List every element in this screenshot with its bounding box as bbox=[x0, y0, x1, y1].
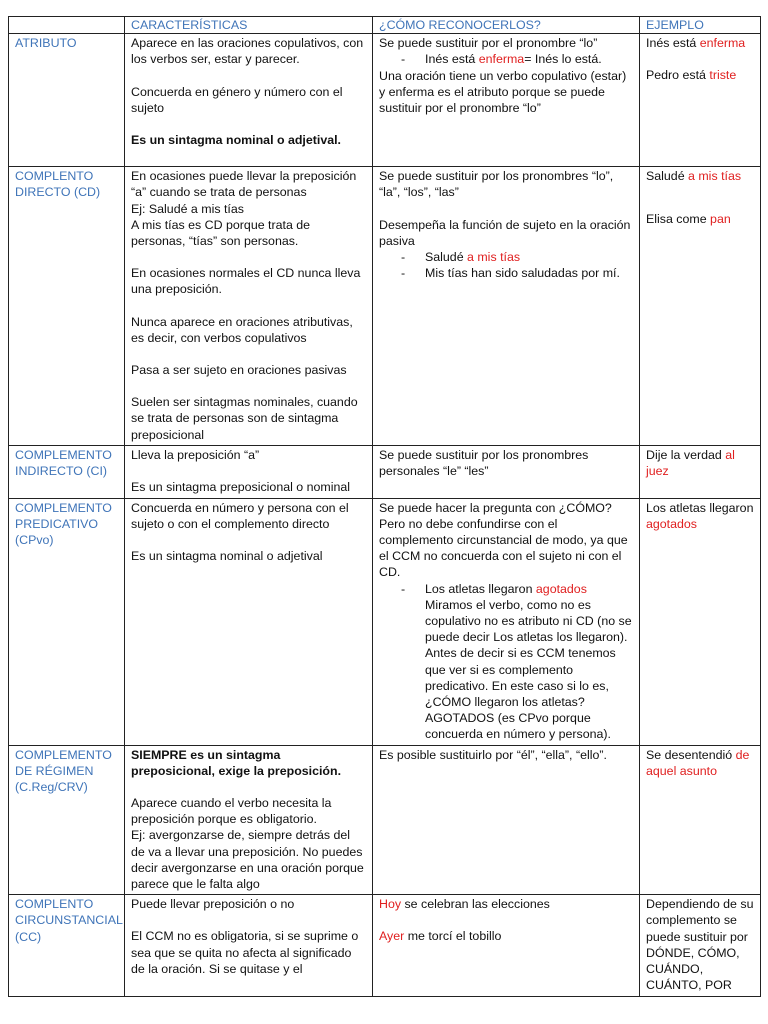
text-line: En ocasiones puede llevar la preposición “a” cuando se trata de personas bbox=[131, 169, 357, 200]
text-line: Ej: Saludé a mis tías bbox=[131, 201, 244, 216]
text-line: Desempeña la función de sujeto en la oración pasiva bbox=[379, 217, 631, 248]
highlight: agotados bbox=[646, 516, 697, 531]
highlight: enferma bbox=[478, 52, 525, 67]
term-creg: COMPLEMENTO DE RÉGIMEN (C.Reg/CRV) bbox=[9, 745, 125, 895]
text-line: Nunca aparece en oraciones atributivas, es decir, con verbos copulativos bbox=[131, 314, 353, 345]
highlight: a mis tías bbox=[688, 169, 742, 184]
ejemplo-cd: Saludé a mis tías Elisa come pan bbox=[640, 167, 761, 446]
row-creg bbox=[9, 745, 761, 895]
header-caracteristicas: CARACTERÍSTICAS bbox=[125, 17, 373, 34]
term-cc: COMPLENTO CIRCUNSTANCIAL (CC) bbox=[9, 895, 125, 996]
text-line: Se puede sustituir por el pronombre “lo” bbox=[379, 36, 598, 51]
text-line: SIEMPRE es un sintagma preposicional, exige la preposición. bbox=[131, 747, 342, 778]
highlight: Hoy bbox=[379, 897, 402, 912]
text-line: Es un sintagma preposicional o nominal bbox=[131, 480, 351, 495]
bullet-item: - Inés está enferma= Inés lo está. bbox=[401, 52, 602, 67]
text-line: Aparece en las oraciones copulativos, con los verbos ser, estar y parecer. bbox=[131, 36, 364, 67]
text-line: Ej: avergonzarse de, siempre detrás del de va a llevar una preposición. No puedes decir avergonzarse en una oración porque parece que le falta algo bbox=[131, 828, 364, 892]
text-line: En ocasiones normales el CD nunca lleva una preposición. bbox=[131, 266, 361, 297]
reconocer-creg bbox=[373, 745, 640, 895]
text-line: Se puede sustituir por los pronombres “lo”, “la”, “los”, “las” bbox=[379, 169, 614, 200]
highlight: triste bbox=[709, 68, 737, 83]
row-ci bbox=[9, 446, 761, 498]
highlight: al juez bbox=[646, 448, 735, 479]
highlight: Ayer bbox=[379, 929, 405, 944]
reconocer-cpvo bbox=[373, 498, 640, 745]
row-cd bbox=[9, 167, 761, 446]
highlight: a mis tías bbox=[467, 250, 521, 265]
row-cc bbox=[9, 895, 761, 996]
text-line: Se puede sustituir por los pronombres personales “le” “les” bbox=[379, 448, 589, 479]
caracteristicas-atributo bbox=[125, 34, 373, 167]
term-cd: COMPLENTO DIRECTO (CD) bbox=[9, 167, 125, 446]
highlight: de aquel asunto bbox=[646, 747, 750, 778]
highlight: enferma bbox=[699, 36, 746, 51]
header-como-reconocerlos: ¿CÓMO RECONOCERLOS? bbox=[373, 17, 640, 34]
text-line: Es un sintagma nominal o adjetival bbox=[131, 549, 323, 564]
bullet-item: - Mis tías han sido saludadas por mí. bbox=[401, 266, 620, 281]
reconocer-ci bbox=[373, 446, 640, 498]
reconocer-cd bbox=[373, 167, 640, 446]
header-ejemplo: EJEMPLO bbox=[640, 17, 761, 34]
row-cpvo bbox=[9, 498, 761, 745]
row-atributo bbox=[9, 34, 761, 167]
term-ci: COMPLEMENTO INDIRECTO (CI) bbox=[9, 446, 125, 498]
header-row bbox=[9, 17, 761, 34]
caracteristicas-ci bbox=[125, 446, 373, 498]
ejemplo-ci: Dije la verdad al juez bbox=[640, 446, 761, 498]
text-line: Puede llevar preposición o no bbox=[131, 897, 295, 912]
term-cpvo: COMPLEMENTO PREDICATIVO (CPvo) bbox=[9, 498, 125, 745]
bullet-item: - Los atletas llegaron agotados bbox=[401, 581, 587, 596]
text-line: Aparece cuando el verbo necesita la preposición porque es obligatorio. bbox=[131, 796, 332, 827]
ejemplo-cc bbox=[640, 895, 761, 996]
text-line: Dependiendo de su complemento se puede sustituir por DÓNDE, CÓMO, CUÁNDO, CUÁNTO, POR bbox=[646, 897, 754, 993]
caracteristicas-creg bbox=[125, 745, 373, 895]
text-line: El CCM no es obligatoria, si se suprime o sea que se quita no afecta al significado de la oración. Si se quitase y el bbox=[131, 929, 359, 976]
text-line: Concuerda en número y persona con el sujeto o con el complemento directo bbox=[131, 500, 349, 531]
text-line: Suelen ser sintagmas nominales, cuando se trata de personas son de sintagma preposicional bbox=[131, 395, 358, 442]
highlight: agotados bbox=[535, 581, 587, 596]
text-line: A mis tías es CD porque trata de personas, “tías” son personas. bbox=[131, 217, 311, 249]
caracteristicas-cc bbox=[125, 895, 373, 996]
reconocer-cc: Hoy se celebran las elecciones Ayer me torcí el tobillo bbox=[373, 895, 640, 996]
text-line: Es posible sustituirlo por “él”, “ella”, “ello”. bbox=[379, 747, 607, 762]
text-line: Se puede hacer la pregunta con ¿CÓMO? Pero no debe confundirse con el complemento circunstancial de modo, ya que el CCM no concuerda con el sujeto ni con el CD. bbox=[379, 500, 628, 580]
ejemplo-cpvo: Los atletas llegaron agotados bbox=[640, 498, 761, 745]
caracteristicas-cpvo bbox=[125, 498, 373, 745]
ejemplo-atributo: Inés está enferma Pedro está triste bbox=[640, 34, 761, 167]
text-line: Es un sintagma nominal o adjetival. bbox=[131, 133, 341, 148]
text-line: Concuerda en género y número con el sujeto bbox=[131, 84, 343, 115]
syntax-complements-table bbox=[8, 16, 761, 997]
text-line: Miramos el verbo, como no es copulativo no es atributo ni CD (no se puede decir Los atletas los llegaron). Antes de decir si es CCM tenemos que ver si es complemento predicativo. En este caso si lo es, ¿CÓMO llegaron los atletas? AGOTADOS (es CPvo porque concuerda en número y persona). bbox=[425, 597, 632, 742]
bullet-item: - Saludé a mis tías bbox=[401, 250, 521, 265]
caracteristicas-cd bbox=[125, 167, 373, 446]
reconocer-atributo bbox=[373, 34, 640, 167]
text-line: Lleva la preposición “a” bbox=[131, 448, 260, 463]
highlight: pan bbox=[710, 212, 731, 227]
text-line: Pasa a ser sujeto en oraciones pasivas bbox=[131, 363, 347, 378]
ejemplo-creg: Se desentendió de aquel asunto bbox=[640, 745, 761, 895]
text-line: Una oración tiene un verbo copulativo (estar) y enferma es el atributo porque se puede sustituir por el pronombre “lo” bbox=[379, 68, 627, 116]
header-empty-cell bbox=[9, 17, 125, 34]
term-atributo: ATRIBUTO bbox=[9, 34, 125, 167]
